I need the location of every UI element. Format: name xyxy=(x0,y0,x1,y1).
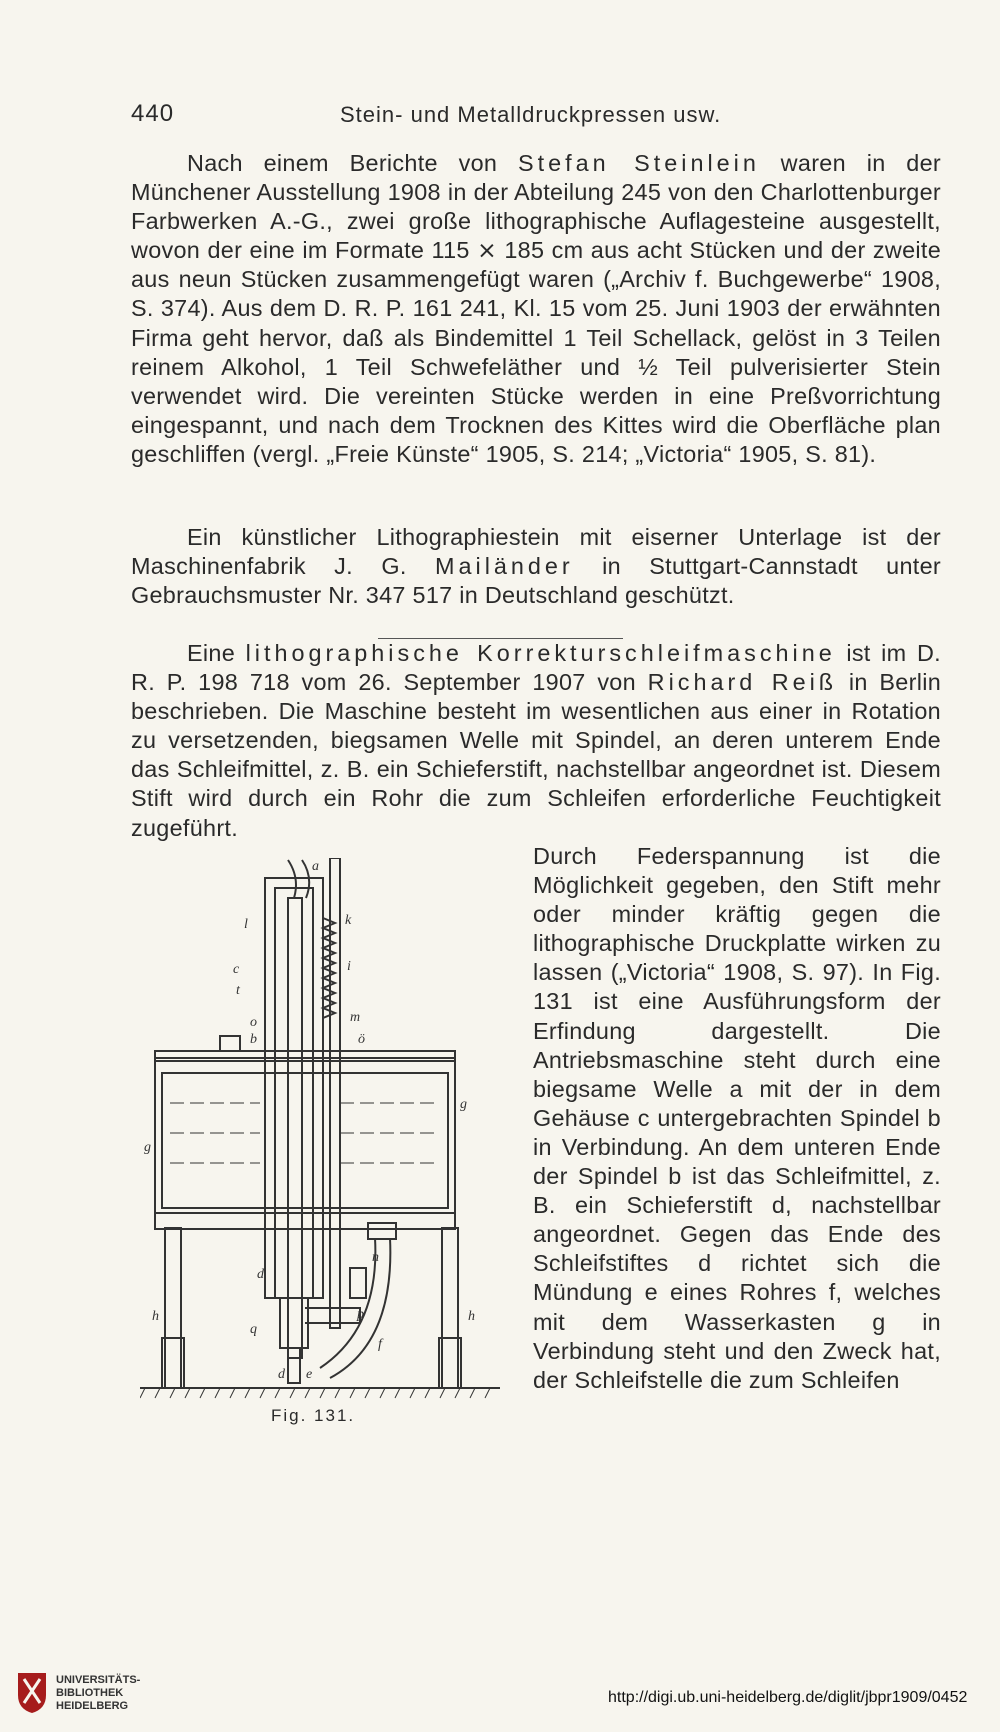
fig-label-c: c xyxy=(233,962,240,977)
fig-label-t: t xyxy=(236,983,240,998)
paragraph-3-continuation: Durch Federspannung ist die Möglichkeit gegeben, den Stift mehr oder minder kräftig gegen die lithographische Druckplatte wirken zu lassen („Victoria“ 1908, S. 97). In Fig. 131 ist eine Ausführungsform der Erfindung dargestellt. Die Antriebsmaschine steht durch eine biegsame Welle a mit der in dem Gehäuse c untergebrachten Spindel b in Verbindung. An dem unteren Ende der Spindel b ist das Schleifmittel, z. B. ein Schieferstift d, nachstellbar angeordnet. Gegen das Ende des Schleifstiftes d richtet sich die Mündung e eines Rohres f, welches mit dem Wasserkasten g in Verbindung steht und den Zweck hat, der Schleifstelle die zum Schleifen xyxy=(533,843,941,1393)
fig-label-f: f xyxy=(378,1337,382,1352)
fig-label-o: o xyxy=(250,1015,257,1030)
paragraph-3: Eine lithographische Korrekturschleifmaschine ist im D. R. P. 198 718 vom 26. September 1907 von Richard Reiß in Berlin beschrieben. Die Maschine besteht im wesentlichen aus einer in Rotation zu versetzenden, biegsamen Welle mit Spindel, an deren unterem Ende das Schleifmittel, z. B. ein Schieferstift, nachstellbar angeordnet ist. Diesem Stift wird durch ein Rohr die zum Schleifen erforderliche Feuchtigkeit zugeführt. xyxy=(131,640,941,841)
running-title: Stein- und Metalldruckpressen usw. xyxy=(340,102,722,127)
fig-label-d-lower: d xyxy=(278,1367,285,1382)
fig-label-g-left: g xyxy=(144,1140,151,1155)
machine-term: lithographische Korrekturschleifmaschine xyxy=(245,640,836,666)
fig-label-p: p xyxy=(357,1307,364,1322)
inventor-name: Richard Reiß xyxy=(647,669,838,696)
fig-label-k: k xyxy=(345,913,352,928)
paragraph-2: Ein künstlicher Lithographiestein mit eiserner Unterlage ist der Maschinenfabrik J. G. Mailänder in Stuttgart-Cannstadt unter Gebrauchsmuster Nr. 347 517 in Deutschland geschützt. xyxy=(131,524,941,609)
fig-label-g-right: g xyxy=(460,1097,467,1112)
fig-label-o-umlaut: ö xyxy=(358,1032,365,1047)
fig-label-d-upper: d xyxy=(257,1267,264,1282)
figure-caption: Fig. 131. xyxy=(271,1406,356,1425)
fig-label-l: l xyxy=(244,917,248,932)
author-name: Stefan Steinlein xyxy=(518,150,760,176)
fig-label-e: e xyxy=(306,1367,313,1382)
paragraph-1: Nach einem Berichte von Stefan Steinlein waren in der Münchener Ausstellung 1908 in der Abteilung 245 von den Charlottenburger Farbwerken A.-G., zwei große lithographische Auflagesteine ausgestellt, wovon der eine im Formate 115 ⨯ 185 cm aus acht Stücken und der zweite aus neun Stücken zusammengefügt waren („Archiv f. Buchgewerbe“ 1908, S. 374). Aus dem D. R. P. 161 241, Kl. 15 vom 25. Juni 1903 der erwähnten Firma geht hervor, daß als Bindemittel 1 Teil Schellack, gelöst in 3 Teilen reinem Alkohol, 1 Teil Schwefeläther und ½ Teil pulverisierter Stein verwendet wird. Die vereinten Stücke werden in eine Preßvorrichtung eingespannt, und nach dem Trocknen des Kittes wird die Oberfläche plan geschliffen (vergl. „Freie Künste“ 1905, S. 214; „Victoria“ 1905, S. 81). xyxy=(131,150,942,467)
page-number: 440 xyxy=(131,100,175,127)
company-name: Mailänder xyxy=(435,553,574,580)
institution-name: UNIVERSITÄTS- BIBLIOTHEK HEIDELBERG xyxy=(56,1674,141,1712)
fig-label-n: n xyxy=(372,1250,379,1265)
source-url-link[interactable]: http://digi.ub.uni-heidelberg.de/diglit/jbpr1909/0452 xyxy=(608,1689,968,1706)
fig-label-h-right: h xyxy=(468,1309,475,1324)
fig-label-i: i xyxy=(347,959,351,974)
university-library-logo xyxy=(12,1665,52,1715)
fig-label-q: q xyxy=(250,1322,257,1337)
fig-label-h-left: h xyxy=(152,1309,159,1324)
fig-label-a: a xyxy=(312,859,319,874)
fig-label-m: m xyxy=(350,1010,361,1025)
figure-131-illustration xyxy=(140,858,505,1413)
fig-label-b: b xyxy=(250,1032,257,1047)
